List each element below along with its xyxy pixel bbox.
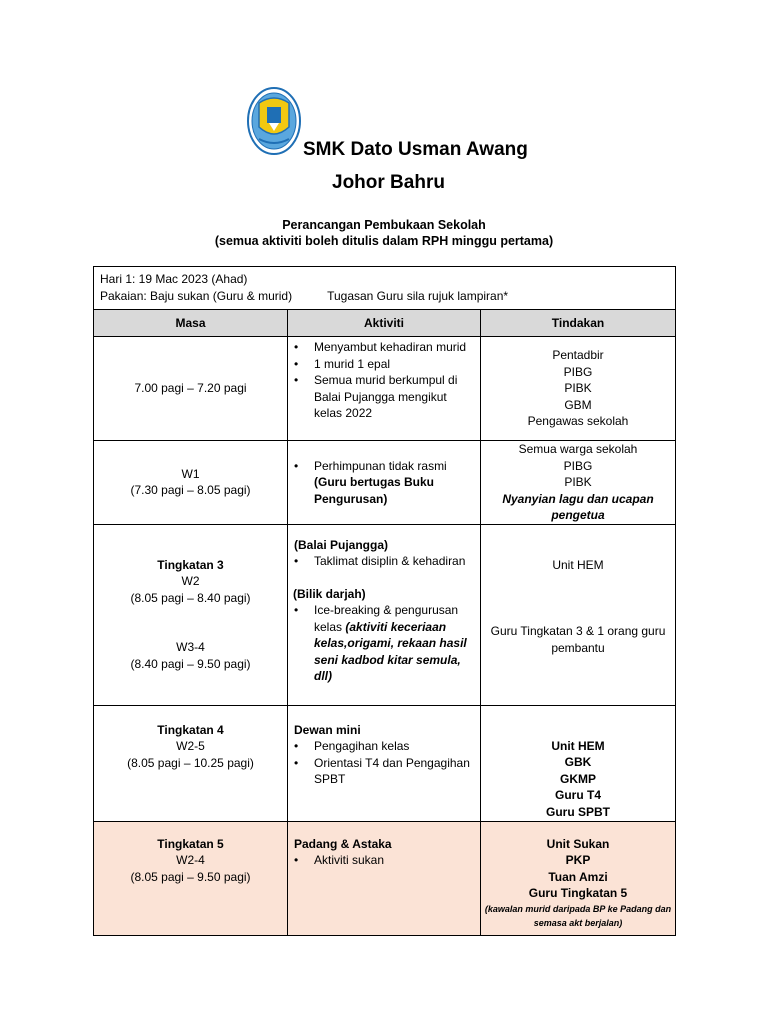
time-text: (8.40 pagi – 9.50 pagi) [130, 656, 251, 671]
activity-item: • Taklimat disiplin & kehadiran [314, 553, 474, 570]
masa-cell [94, 524, 288, 705]
responsible-party: PIBK [564, 475, 592, 489]
column-header-masa: Masa [94, 310, 288, 337]
activity-item: • Aktiviti sukan [314, 852, 474, 869]
responsible-party: PIBK [564, 381, 592, 396]
tindakan-cell [481, 705, 676, 821]
location-label: (Bilik darjah) [293, 586, 366, 601]
table-row [94, 441, 676, 525]
tindakan-cell [481, 524, 676, 705]
activity-item: • Menyambut kehadiran murid [314, 339, 474, 356]
aktiviti-cell [288, 441, 481, 525]
column-header-aktiviti: Aktiviti [288, 310, 481, 337]
table-row [94, 337, 676, 441]
responsible-party: Unit HEM [552, 557, 604, 572]
session-label: W2-4 [176, 853, 205, 867]
responsible-party: Guru SPBT [545, 804, 610, 819]
responsible-party: Guru Tingkatan 5 [528, 886, 628, 900]
masa-cell [94, 821, 288, 935]
responsible-party: Pengawas sekolah [527, 414, 629, 429]
responsible-party: Guru Tingkatan 3 & 1 orang guru pembantu [490, 624, 666, 655]
table-row [94, 705, 676, 821]
session-label: W3-4 [176, 640, 205, 655]
time-text: (7.30 pagi – 8.05 pagi) [130, 483, 251, 498]
document-subtitle: (semua aktiviti boleh ditulis dalam RPH minggu pertama) [214, 234, 554, 248]
table-row-highlighted [94, 821, 676, 935]
document-title: Perancangan Pembukaan Sekolah [282, 218, 486, 232]
column-header-tindakan: Tindakan [481, 310, 676, 337]
responsible-party: GBM [564, 397, 592, 412]
activity-item: • Orientasi T4 dan Pengagihan SPBT [314, 755, 474, 788]
school-city: Johor Bahru [332, 172, 445, 193]
location-label: Padang & Astaka [294, 836, 392, 851]
aktiviti-cell [288, 337, 481, 441]
activity-item: • Semua murid berkumpul di Balai Pujangga mengikut kelas 2022 [314, 372, 474, 422]
session-label: W2 [181, 574, 200, 589]
responsible-party: Unit Sukan [546, 836, 610, 851]
tindakan-cell [481, 821, 676, 935]
aktiviti-cell [288, 821, 481, 935]
masa-cell [94, 337, 288, 441]
location-label: Dewan mini [294, 722, 361, 737]
schedule-table [93, 266, 676, 936]
table-row [94, 524, 676, 705]
tindakan-cell [481, 441, 676, 525]
form-label: Tingkatan 5 [157, 836, 224, 851]
responsible-party: Pentadbir [552, 348, 604, 363]
responsible-party: Guru T4 [554, 788, 601, 802]
responsible-party: PIBG [563, 458, 593, 473]
masa-cell [94, 705, 288, 821]
time-text: (8.05 pagi – 10.25 pagi) [127, 755, 254, 770]
responsible-party: PKP [565, 853, 591, 867]
activity-item: • 1 murid 1 epal [314, 356, 474, 373]
responsible-party: GKMP [560, 771, 596, 786]
time-text: 7.00 pagi – 7.20 pagi [134, 381, 247, 396]
form-label: Tingkatan 4 [157, 722, 224, 737]
responsible-party: PIBG [563, 364, 593, 379]
responsible-party: Unit HEM [551, 738, 605, 753]
activity-item: • Pengagihan kelas [314, 738, 474, 755]
activity-note: (Guru bertugas Buku Pengurusan) [314, 475, 435, 506]
time-text: (8.05 pagi – 8.40 pagi) [130, 590, 251, 605]
aktiviti-cell [288, 524, 481, 705]
activity-note: (aktiviti keceriaan kelas,origami, rekaan hasil seni kadbod kitar semula, dll) [314, 619, 467, 683]
activity-item [314, 458, 474, 508]
masa-cell [94, 441, 288, 525]
school-logo [247, 87, 301, 155]
form-label: Tingkatan 3 [157, 557, 224, 572]
responsible-party: Semua warga sekolah [518, 442, 638, 456]
session-label: W1 [181, 466, 200, 481]
location-label: (Balai Pujangga) [294, 537, 389, 552]
activity-item [314, 602, 474, 685]
responsible-party: Tuan Amzi [548, 869, 608, 884]
responsible-note: (kawalan murid daripada BP ke Padang dan semasa akt berjalan) [484, 903, 672, 928]
attire-info: Pakaian: Baju sukan (Guru & murid) [100, 288, 293, 303]
time-text: (8.05 pagi – 9.50 pagi) [130, 869, 251, 884]
duty-note: Tugasan Guru sila rujuk lampiran* [327, 288, 509, 303]
session-label: W2-5 [176, 739, 205, 753]
aktiviti-cell [288, 705, 481, 821]
responsible-party: GBK [564, 755, 592, 769]
day-info: Hari 1: 19 Mac 2023 (Ahad) [100, 272, 248, 286]
school-name: SMK Dato Usman Awang [303, 139, 528, 160]
activity-text: Ice-breaking & pengurusan kelas [314, 603, 459, 634]
responsible-note: Nyanyian lagu dan ucapan pengetua [502, 491, 654, 522]
tindakan-cell [481, 337, 676, 441]
activity-text: Perhimpunan tidak rasmi [314, 458, 447, 473]
info-header [94, 267, 676, 310]
